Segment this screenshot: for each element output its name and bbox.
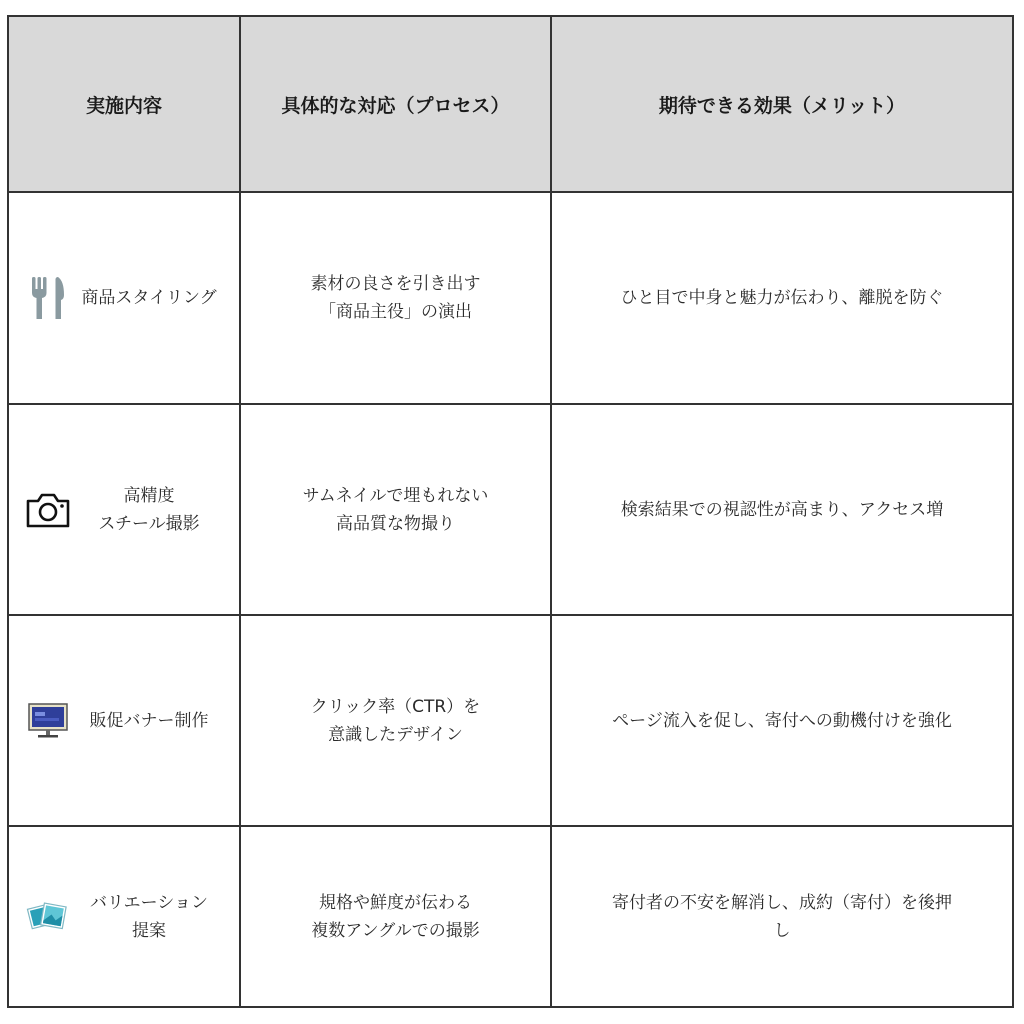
header-action-label: 実施内容: [85, 94, 162, 117]
effect-text: ひと目で中身と魅力が伝わり、離脱を防ぐ: [620, 288, 944, 308]
action-label: 販促バナー制作: [89, 710, 209, 731]
process-line: 意識したデザイン: [328, 724, 463, 745]
effect-cell: [552, 827, 1012, 1006]
table-row: [9, 827, 1012, 1006]
process-line: サムネイルで埋もれない: [302, 485, 489, 506]
process-cell: [241, 405, 552, 614]
action-label-line: バリエーション: [90, 892, 208, 913]
process-line: 複数アングルでの撮影: [311, 920, 480, 941]
action-label-line: 高精度: [123, 485, 175, 506]
header-cell-process: [241, 17, 552, 191]
header-cell-effect: [552, 17, 1012, 191]
table-row: [9, 616, 1012, 827]
effect-text: ページ流入を促し、寄付への動機付けを強化: [612, 710, 952, 731]
monitor-icon: [23, 703, 73, 739]
process-line: 高品質な物撮り: [336, 513, 455, 534]
effect-text: 検索結果での視認性が高まり、アクセス増: [620, 499, 944, 520]
action-cell: [9, 827, 241, 1006]
process-line: クリック率（CTR）を: [310, 696, 481, 717]
action-cell: [9, 193, 241, 403]
effect-cell: [552, 193, 1012, 403]
effect-cell: [552, 616, 1012, 825]
table-row: [9, 405, 1012, 616]
process-cell: [241, 827, 552, 1006]
effect-line: し: [773, 920, 791, 941]
header-process-label: 具体的な対応（プロセス）: [281, 94, 510, 117]
process-line: 「商品主役」の演出: [319, 302, 472, 322]
process-cell: [241, 193, 552, 403]
fork-knife-icon: [23, 275, 73, 321]
comparison-table: [7, 15, 1014, 1008]
effect-cell: [552, 405, 1012, 614]
action-cell: [9, 405, 241, 614]
process-cell: [241, 616, 552, 825]
table-row: [9, 193, 1012, 405]
table-header-row: [9, 17, 1012, 193]
header-effect-label: 期待できる効果（メリット）: [658, 94, 906, 117]
action-label: 商品スタイリング: [81, 288, 217, 308]
effect-line: 寄付者の不安を解消し、成約（寄付）を後押: [612, 892, 952, 913]
camera-icon: [23, 491, 73, 529]
header-cell-action: [9, 17, 241, 191]
action-label-line: 提案: [132, 920, 166, 941]
process-line: 素材の良さを引き出す: [310, 274, 481, 294]
photos-icon: [23, 900, 73, 934]
process-line: 規格や鮮度が伝わる: [318, 892, 472, 913]
action-label-line: スチール撮影: [98, 513, 200, 534]
action-cell: [9, 616, 241, 825]
